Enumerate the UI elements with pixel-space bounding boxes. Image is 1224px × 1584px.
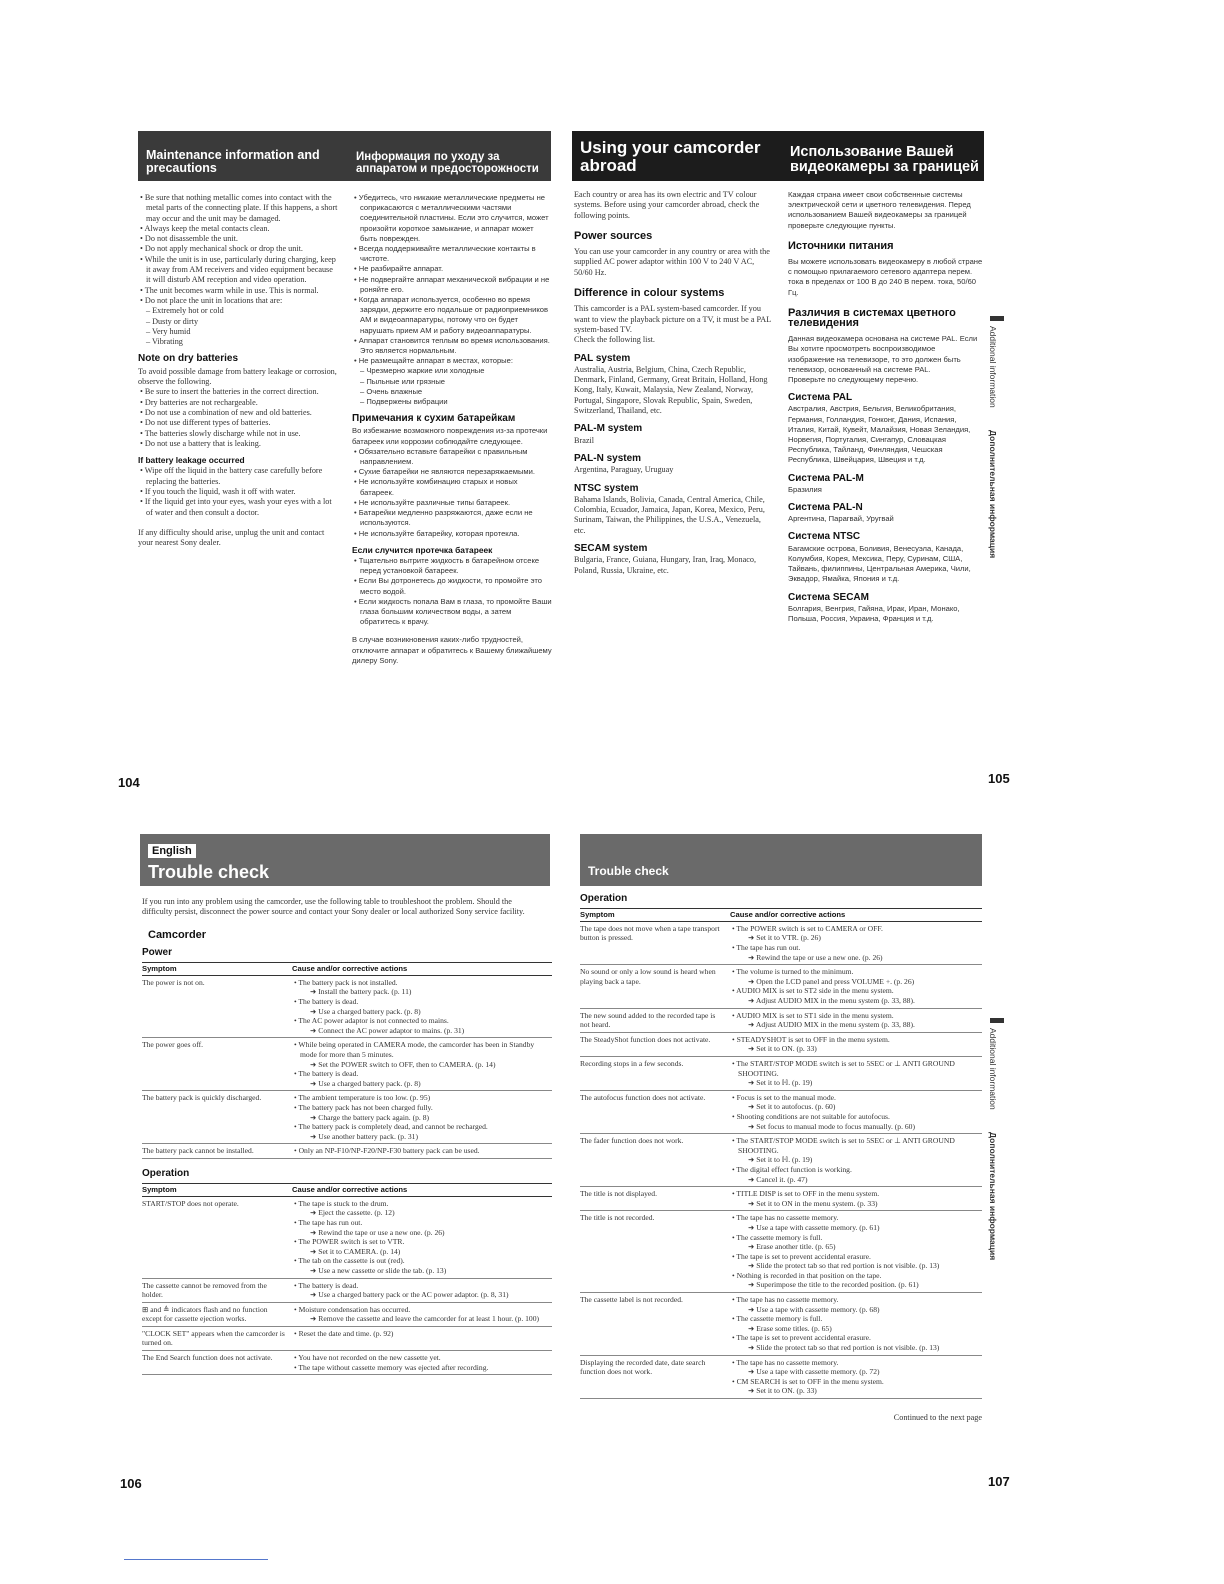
- cause-cell: [292, 1196, 552, 1278]
- table-row: [142, 1091, 552, 1144]
- table-row: [580, 1057, 982, 1091]
- cause-item: • The START/STOP MODE switch is set to 5SEC or ⊥ ANTI GROUND SHOOTING.: [730, 1136, 982, 1155]
- cause-item: • The tape is set to prevent accidental erasure.: [730, 1252, 982, 1262]
- p104-en-final: If any difficulty should arise, unplug the unit and contact your nearest Sony dealer.: [138, 527, 325, 548]
- colour-system-countries: Argentina, Paraguay, Uruguay: [574, 465, 674, 475]
- cause-cell: [730, 1134, 982, 1187]
- colour-system-name: PAL system: [574, 352, 631, 364]
- colour-system-countries: Brazil: [574, 435, 595, 445]
- page-number-104: 104: [118, 775, 140, 790]
- ru-leakage-heading: Если случится протечка батареек: [352, 544, 493, 555]
- p105-ru-column: [788, 190, 984, 624]
- banner-abroad-en: [572, 131, 782, 181]
- list-item: • Сухие батарейки не являются перезаряжаемыми.: [352, 467, 552, 477]
- list-item: • Always keep the metal contacts clean.: [138, 224, 338, 234]
- list-item: • Не используйте различные типы батареек.: [352, 498, 552, 508]
- colour-system-name: Система PAL: [788, 392, 853, 404]
- cause-item: • Focus is set to the manual mode.: [730, 1093, 982, 1103]
- table-row: [142, 975, 552, 1038]
- symptom-cell: The SteadyShot function does not activate.: [580, 1032, 730, 1056]
- cause-item: • Shooting conditions are not suitable for autofocus.: [730, 1112, 982, 1122]
- cause-item: • The tape has run out.: [730, 943, 982, 953]
- colour-system-countries: Аргентина, Парагвай, Уругвай: [788, 514, 894, 524]
- cause-item: • The digital effect function is working.: [730, 1165, 982, 1175]
- ru-power-sources-text: Вы можете использовать видеокамеру в любой стране с помощью прилагаемого сетевого адаптера перем. тока в пределах от 100 В до 240 В перем. тока, 50/60 Гц.: [788, 257, 983, 297]
- corrective-action: ➜ Adjust AUDIO MIX in the menu system (p. 33, 88).: [730, 996, 982, 1006]
- side-label-en: Additional information: [988, 1028, 998, 1110]
- corrective-action: ➜ Cancel it. (p. 47): [730, 1175, 982, 1185]
- corrective-action: ➜ Set focus to manual mode to focus manually. (p. 60): [730, 1122, 982, 1132]
- list-item: – Подвержены вибрации: [352, 397, 552, 407]
- list-item: • Убедитесь, что никакие металлические предметы не соприкасаются с металлическими частями соединительной пластины. Если это случится, может произойти короткое замыкание, и аппарат может быть поврежден.: [352, 193, 552, 244]
- list-item: • Be sure that nothing metallic comes into contact with the metal parts of the connecting plate. If this happens, a short may occur and the unit may be damaged.: [138, 193, 338, 224]
- list-item: • Аппарат становится теплым во время использования. Это является нормальным.: [352, 336, 552, 356]
- operation-table-107: [580, 908, 982, 1399]
- dry-batteries-intro: To avoid possible damage from battery leakage or corrosion, observe the following.: [138, 366, 337, 387]
- cause-item: • The battery is dead.: [292, 1069, 552, 1079]
- list-item: • Не используйте батарейку, которая протекла.: [352, 529, 552, 539]
- colour-system-name: SECAM system: [574, 543, 648, 555]
- corrective-action: ➜ Use a charged battery pack or the AC power adaptor. (p. 8, 31): [292, 1290, 552, 1300]
- ru-colour-systems-text: Данная видеокамера основана на системе PAL. Если Вы хотите просмотреть воспроизводимое изображение на телевизоре, то это должен быть телевизор, основанный на системе PAL.: [788, 334, 978, 374]
- cause-item: • The tab on the cassette is out (red).: [292, 1256, 552, 1266]
- colour-systems-heading: Difference in colour systems: [574, 287, 725, 300]
- side-label-ru: Дополнительная информация: [988, 430, 998, 559]
- symptom-cell: The fader function does not work.: [580, 1134, 730, 1187]
- cause-item: • CM SEARCH is set to OFF in the menu system.: [730, 1377, 982, 1387]
- corrective-action: ➜ Set it to ℍ. (p. 19): [730, 1155, 982, 1165]
- list-item: – Очень влажные: [352, 387, 552, 397]
- colour-systems-check: Check the following list.: [574, 335, 655, 345]
- corrective-action: ➜ Set it to autofocus. (p. 60): [730, 1102, 982, 1112]
- cause-item: • AUDIO MIX is set to ST1 side in the menu system.: [730, 1011, 982, 1021]
- symptom-header: Symptom: [142, 1184, 292, 1197]
- p107-content: [580, 892, 982, 1423]
- cause-cell: [292, 1278, 552, 1302]
- list-item: – Extremely hot or cold: [138, 306, 338, 316]
- cause-item: • You have not recorded on the new cassette yet.: [292, 1353, 552, 1363]
- corrective-action: ➜ Use another battery pack. (p. 31): [292, 1132, 552, 1142]
- p104-ru-final: В случае возникновения каких-либо трудностей, отключите аппарат и обратитесь к Вашему ближайшему дилеру Sony.: [352, 635, 552, 665]
- page-number-107: 107: [988, 1474, 1010, 1489]
- banner-maintenance-en-title: Maintenance information and precautions: [146, 147, 320, 175]
- section-tab-marker: [990, 1018, 1004, 1023]
- cause-item: • The START/STOP MODE switch is set to 5SEC or ⊥ ANTI GROUND SHOOTING.: [730, 1059, 982, 1078]
- cause-item: • The ambient temperature is too low. (p. 95): [292, 1093, 552, 1103]
- list-item: • Do not use a combination of new and old batteries.: [138, 408, 338, 418]
- cause-item: • The cassette memory is full.: [730, 1233, 982, 1243]
- power-sources-text: You can use your camcorder in any country or area with the supplied AC power adaptor within 100 V to 240 V AC, 50/60 Hz.: [574, 247, 770, 277]
- cause-item: • AUDIO MIX is set to ST2 side in the menu system.: [730, 986, 982, 996]
- table-row: [580, 1293, 982, 1356]
- cause-item: • The AC power adaptor is not connected to mains.: [292, 1016, 552, 1026]
- corrective-action: ➜ Slide the protect tab so that red portion is not visible. (p. 13): [730, 1261, 982, 1271]
- list-item: • Do not place the unit in locations that are:: [138, 296, 338, 306]
- cause-cell: [730, 1211, 982, 1293]
- ru-colour-systems-check: Проверьте по следующему перечню.: [788, 375, 919, 385]
- symptom-cell: No sound or only a low sound is heard when playing back a tape.: [580, 965, 730, 1008]
- cause-header: Cause and/or corrective actions: [292, 963, 552, 976]
- corrective-action: ➜ Rewind the tape or use a new one. (p. 26): [730, 953, 982, 963]
- corrective-action: ➜ Set it to CAMERA. (p. 14): [292, 1247, 552, 1257]
- cause-header: Cause and/or corrective actions: [292, 1184, 552, 1197]
- table-row: [580, 921, 982, 964]
- list-item: – Vibrating: [138, 337, 338, 347]
- symptom-cell: The title is not displayed.: [580, 1187, 730, 1211]
- power-table: [142, 962, 552, 1159]
- corrective-action: ➜ Use a charged battery pack. (p. 8): [292, 1007, 552, 1017]
- colour-system-name: Система PAL-N: [788, 502, 863, 514]
- side-label-en: Additional information: [988, 326, 998, 408]
- p104-ru-column: [352, 193, 552, 666]
- corrective-action: ➜ Install the battery pack. (p. 11): [292, 987, 552, 997]
- p104-en-dash-list: [138, 306, 338, 347]
- symptom-cell: Recording stops in a few seconds.: [580, 1057, 730, 1091]
- operation-heading-107: Operation: [580, 893, 628, 904]
- table-row: [142, 1144, 552, 1159]
- side-label-ru: Дополнительная информация: [988, 1132, 998, 1261]
- colour-system-name: PAL-M system: [574, 423, 643, 435]
- cause-item: • TITLE DISP is set to OFF in the menu system.: [730, 1189, 982, 1199]
- list-item: • Be sure to insert the batteries in the correct direction.: [138, 387, 338, 397]
- cause-cell: [292, 1302, 552, 1326]
- cause-item: • The tape without cassette memory was ejected after recording.: [292, 1363, 552, 1373]
- corrective-action: ➜ Set it to ℍ. (p. 19): [730, 1078, 982, 1088]
- continued-note: Continued to the next page: [893, 1413, 982, 1423]
- ru-abroad-intro: Каждая страна имеет свои собственные системы электрической сети и цветного телевидения. Перед использованием Вашей видеокамеры за границей проверьте следующие пункты.: [788, 190, 971, 230]
- colour-system-countries: Австралия, Австрия, Бельгия, Великобритания, Германия, Голландия, Гонконг, Дания, Испания, Италия, Китай, Кувейт, Малайзия, Новая Зеландия, Норвегия, Португалия, Сингапур, Словацкая Республика, Тайланд, Финляндия, Чешская Республика, Швейцария, Швеция и т.д.: [788, 404, 971, 465]
- cause-item: • The cassette memory is full.: [730, 1314, 982, 1324]
- symptom-cell: ⊞ and ≜ indicators flash and no function except for cassette ejection works.: [142, 1302, 292, 1326]
- cause-cell: [730, 921, 982, 964]
- ru-power-sources-heading: Источники питания: [788, 239, 894, 252]
- table-row: [142, 1278, 552, 1302]
- cause-item: • The tape is stuck to the drum.: [292, 1199, 552, 1209]
- corrective-action: ➜ Eject the cassette. (p. 12): [292, 1208, 552, 1218]
- page-number-105: 105: [988, 771, 1010, 786]
- operation-table-106: [142, 1183, 552, 1375]
- trouble-check-title-107: Trouble check: [588, 864, 669, 879]
- symptom-cell: "CLOCK SET" appears when the camcorder is turned on.: [142, 1326, 292, 1350]
- symptom-cell: The autofocus function does not activate.: [580, 1090, 730, 1133]
- symptom-cell: The battery pack is quickly discharged.: [142, 1091, 292, 1144]
- cause-item: • The tape has no cassette memory.: [730, 1358, 982, 1368]
- colour-system-name: PAL-N system: [574, 452, 642, 464]
- p104-en-column: [138, 193, 338, 549]
- cause-item: • The battery is dead.: [292, 997, 552, 1007]
- list-item: • Не разбирайте аппарат.: [352, 264, 552, 274]
- cause-item: • The POWER switch is set to VTR.: [292, 1237, 552, 1247]
- corrective-action: ➜ Set it to VTR. (p. 26): [730, 933, 982, 943]
- ru-dry-batteries-list: [352, 447, 552, 539]
- corrective-action: ➜ Use a tape with cassette memory. (p. 61): [730, 1223, 982, 1233]
- cause-item: • The tape has run out.: [292, 1218, 552, 1228]
- banner-abroad-ru-title: Использование Вашей видеокамеры за границей: [790, 143, 979, 175]
- symptom-cell: START/STOP does not operate.: [142, 1196, 292, 1278]
- cause-item: • Moisture condensation has occurred.: [292, 1305, 552, 1315]
- corrective-action: ➜ Set it to ON in the menu system. (p. 33): [730, 1199, 982, 1209]
- table-row: [142, 1351, 552, 1375]
- table-row: [142, 1302, 552, 1326]
- colour-system-countries: Bulgaria, France, Guiana, Hungary, Iran, Iraq, Monaco, Poland, Russia, Ukraine, etc.: [574, 555, 757, 575]
- symptom-cell: The battery pack cannot be installed.: [142, 1144, 292, 1159]
- corrective-action: ➜ Superimpose the title to the recorded position. (p. 61): [730, 1280, 982, 1290]
- list-item: • Do not apply mechanical shock or drop the unit.: [138, 244, 338, 254]
- banner-maintenance-ru: [348, 131, 551, 181]
- corrective-action: ➜ Remove the cassette and leave the camcorder for at least 1 hour. (p. 100): [292, 1314, 552, 1324]
- symptom-cell: The title is not recorded.: [580, 1211, 730, 1293]
- trouble-intro: If you run into any problem using the camcorder, use the following table to troubleshoot the problem. Should the difficulty persist, disconnect the power source and contact your Sony dealer or local authorized Sony service facility.: [142, 897, 525, 917]
- list-item: • Не подвергайте аппарат механической вибрации и не роняйте его.: [352, 275, 552, 295]
- colour-system-countries: Australia, Austria, Belgium, China, Czech Republic, Denmark, Finland, Germany, Great Britain, Holland, Hong Kong, Italy, Kuwait, Malaysia, New Zealand, Norway, Portugal, Singapore, Slovak Republic, Spain, Sweden, Switzerland, Thailand, etc.: [574, 364, 768, 416]
- cause-cell: [730, 1187, 982, 1211]
- banner-abroad-en-title: Using your camcorder abroad: [580, 138, 761, 176]
- list-item: – Very humid: [138, 327, 338, 337]
- table-row: [580, 1211, 982, 1293]
- list-item: • Не размещайте аппарат в местах, которые:: [352, 356, 552, 366]
- corrective-action: ➜ Erase some titles. (p. 65): [730, 1324, 982, 1334]
- banner-trouble-check-107: [580, 834, 982, 886]
- cause-item: • The tape has no cassette memory.: [730, 1295, 982, 1305]
- ru-colour-systems-list: [788, 393, 984, 624]
- symptom-cell: The End Search function does not activate.: [142, 1351, 292, 1375]
- power-heading: Power: [142, 946, 173, 958]
- list-item: • Батарейки медленно разряжаются, даже если не используются.: [352, 508, 552, 528]
- cause-item: • While being operated in CAMERA mode, the camcorder has been in Standby mode for more than 5 minutes.: [292, 1040, 552, 1059]
- ru-dry-batteries-heading: Примечания к сухим батарейкам: [352, 413, 516, 425]
- symptom-cell: The cassette label is not recorded.: [580, 1293, 730, 1356]
- table-row: [580, 1187, 982, 1211]
- cause-item: • The battery pack is not installed.: [292, 978, 552, 988]
- cause-cell: [292, 1038, 552, 1091]
- footer-rule: [124, 1559, 268, 1560]
- list-item: • Если Вы дотронетесь до жидкости, то промойте это место водой.: [352, 576, 552, 596]
- table-row: [142, 1326, 552, 1350]
- colour-system-countries: Bahama Islands, Bolivia, Canada, Central America, Chile, Colombia, Ecuador, Jamaica, Japan, Korea, Mexico, Peru, Surinam, Taiwan, the Philippines, the U.S.A., Venezuela, etc.: [574, 494, 765, 535]
- table-row: [580, 1008, 982, 1032]
- table-row: [580, 1090, 982, 1133]
- colour-system-countries: Бразилия: [788, 484, 822, 494]
- p104-ru-dash-list: [352, 366, 552, 407]
- list-item: • Не используйте комбинацию старых и новых батареек.: [352, 477, 552, 497]
- corrective-action: ➜ Use a charged battery pack. (p. 8): [292, 1079, 552, 1089]
- ru-colour-systems-heading: Различия в системах цветного телевидения: [788, 306, 956, 330]
- list-item: • Do not use a battery that is leaking.: [138, 439, 338, 449]
- cause-item: • The battery pack has not been charged fully.: [292, 1103, 552, 1113]
- dry-batteries-list: [138, 387, 338, 449]
- symptom-cell: The power is not on.: [142, 975, 292, 1038]
- colour-system-countries: Болгария, Венгрия, Гайяна, Ирак, Иран, Монако, Польша, Россия, Украина, Франция и т.д.: [788, 603, 960, 623]
- corrective-action: ➜ Open the LCD panel and press VOLUME +. (p. 26): [730, 977, 982, 987]
- corrective-action: ➜ Set the POWER switch to OFF, then to CAMERA. (p. 14): [292, 1060, 552, 1070]
- trouble-check-title-106: Trouble check: [148, 862, 270, 883]
- cause-item: • The battery pack is completely dead, and cannot be recharged.: [292, 1122, 552, 1132]
- symptom-cell: Displaying the recorded date, date search function does not work.: [580, 1355, 730, 1398]
- english-tag: English: [148, 844, 196, 858]
- list-item: • Тщательно вытрите жидкость в батарейном отсеке перед установкой батареек.: [352, 556, 552, 576]
- cause-header: Cause and/or corrective actions: [730, 909, 982, 922]
- leakage-heading: If battery leakage occurred: [138, 455, 245, 466]
- table-row: [580, 1355, 982, 1398]
- section-tab-marker: [990, 316, 1004, 321]
- corrective-action: ➜ Connect the AC power adaptor to mains. (p. 31): [292, 1026, 552, 1036]
- symptom-cell: The new sound added to the recorded tape is not heard.: [580, 1008, 730, 1032]
- corrective-action: ➜ Slide the protect tab so that red portion is not visible. (p. 13): [730, 1343, 982, 1353]
- table-row: [142, 1038, 552, 1091]
- colour-system-name: NTSC system: [574, 482, 639, 494]
- cause-item: • STEADYSHOT is set to OFF in the menu system.: [730, 1035, 982, 1045]
- page-number-106: 106: [120, 1476, 142, 1491]
- symptom-cell: The tape does not move when a tape transport button is pressed.: [580, 921, 730, 964]
- colour-system-name: Система SECAM: [788, 591, 869, 603]
- p104-en-list: [138, 193, 338, 306]
- colour-systems-list: [574, 354, 774, 576]
- list-item: • If the liquid get into your eyes, wash your eyes with a lot of water and then consult a doctor.: [138, 497, 338, 518]
- operation-heading-106: Operation: [142, 1167, 190, 1179]
- table-row: [580, 1134, 982, 1187]
- list-item: • Обязательно вставьте батарейки с правильным направлением.: [352, 447, 552, 467]
- corrective-action: ➜ Charge the battery pack again. (p. 8): [292, 1113, 552, 1123]
- list-item: • Wipe off the liquid in the battery case carefully before replacing the batteries.: [138, 466, 338, 487]
- colour-systems-text: This camcorder is a PAL system-based camcorder. If you want to view the playback picture on a TV, it must be a PAL system-based TV.: [574, 304, 771, 334]
- list-item: • The unit becomes warm while in use. This is normal.: [138, 286, 338, 296]
- cause-cell: [730, 1032, 982, 1056]
- cause-item: • The tape has no cassette memory.: [730, 1213, 982, 1223]
- cause-cell: [730, 1090, 982, 1133]
- list-item: • Всегда поддерживайте металлические контакты в чистоте.: [352, 244, 552, 264]
- list-item: • If you touch the liquid, wash it off with water.: [138, 487, 338, 497]
- abroad-intro: Each country or area has its own electric and TV colour systems. Before using your camcorder abroad, check the following points.: [574, 190, 760, 220]
- cause-cell: [292, 1091, 552, 1144]
- cause-cell: [730, 965, 982, 1008]
- banner-maintenance-ru-title: Информация по уходу за аппаратом и предосторожности: [356, 150, 539, 175]
- list-item: – Чрезмерно жаркие или холодные: [352, 366, 552, 376]
- cause-item: • The volume is turned to the minimum.: [730, 967, 982, 977]
- p105-en-column: [574, 190, 774, 576]
- corrective-action: ➜ Adjust AUDIO MIX in the menu system (p. 33, 88).: [730, 1020, 982, 1030]
- power-sources-heading: Power sources: [574, 229, 653, 242]
- corrective-action: ➜ Use a tape with cassette memory. (p. 68): [730, 1305, 982, 1315]
- symptom-header: Symptom: [142, 963, 292, 976]
- p104-ru-list: [352, 193, 552, 366]
- cause-cell: [292, 1351, 552, 1375]
- p106-content: [142, 897, 552, 1375]
- list-item: – Пыльные или грязные: [352, 377, 552, 387]
- corrective-action: ➜ Use a new cassette or slide the tab. (p. 13): [292, 1266, 552, 1276]
- symptom-header: Symptom: [580, 909, 730, 922]
- list-item: – Dusty or dirty: [138, 317, 338, 327]
- cause-item: • The battery is dead.: [292, 1281, 552, 1291]
- cause-cell: [730, 1355, 982, 1398]
- cause-cell: [292, 1144, 552, 1159]
- camcorder-heading: Camcorder: [148, 928, 207, 941]
- banner-abroad-ru: [782, 131, 984, 181]
- corrective-action: ➜ Use a tape with cassette memory. (p. 72): [730, 1367, 982, 1377]
- banner-maintenance-en: [138, 131, 348, 181]
- table-row: [580, 1032, 982, 1056]
- cause-item: • Reset the date and time. (p. 92): [292, 1329, 552, 1339]
- banner-trouble-check-106: [140, 834, 550, 886]
- table-row: [580, 965, 982, 1008]
- symptom-cell: The cassette cannot be removed from the holder.: [142, 1278, 292, 1302]
- corrective-action: ➜ Erase another title. (p. 65): [730, 1242, 982, 1252]
- table-row: [142, 1196, 552, 1278]
- ru-leakage-list: [352, 556, 552, 627]
- list-item: • The batteries slowly discharge while not in use.: [138, 429, 338, 439]
- cause-item: • Nothing is recorded in that position on the tape.: [730, 1271, 982, 1281]
- dry-batteries-heading: Note on dry batteries: [138, 353, 239, 365]
- colour-system-countries: Багамские острова, Боливия, Венесуэла, Канада, Колумбия, Корея, Мексика, Перу, Суринам, США, Тайвань, филиппины, Центральная Америка, Чили, Эквадор, Ямайка, Япония и т.д.: [788, 543, 971, 584]
- cause-item: • Only an NP-F10/NP-F20/NP-F30 battery pack can be used.: [292, 1146, 552, 1156]
- colour-system-name: Система NTSC: [788, 531, 861, 543]
- list-item: • Do not disassemble the unit.: [138, 234, 338, 244]
- corrective-action: ➜ Set it to ON. (p. 33): [730, 1044, 982, 1054]
- cause-cell: [730, 1008, 982, 1032]
- list-item: • Do not use different types of batteries.: [138, 418, 338, 428]
- list-item: • Dry batteries are not rechargeable.: [138, 398, 338, 408]
- cause-cell: [292, 975, 552, 1038]
- corrective-action: ➜ Set it to ON. (p. 33): [730, 1386, 982, 1396]
- cause-cell: [730, 1293, 982, 1356]
- cause-item: • The POWER switch is set to CAMERA or OFF.: [730, 924, 982, 934]
- colour-system-name: Система PAL-M: [788, 472, 864, 484]
- cause-cell: [292, 1326, 552, 1350]
- list-item: • Если жидкость попала Вам в глаза, то промойте Ваши глаза большим количеством воды, а затем обратитесь к врачу.: [352, 597, 552, 628]
- list-item: • While the unit is in use, particularly during charging, keep it away from AM receivers and video equipment because it will disturb AM reception and video operation.: [138, 255, 338, 286]
- list-item: • Когда аппарат используется, особенно во время зарядки, держите его подальше от радиоприемников АМ и видеоаппаратуры, потому что он будет нарушать прием АМ и работу видеоаппаратуры.: [352, 295, 552, 336]
- leakage-list: [138, 466, 338, 517]
- cause-cell: [730, 1057, 982, 1091]
- cause-item: • The tape is set to prevent accidental erasure.: [730, 1333, 982, 1343]
- corrective-action: ➜ Rewind the tape or use a new one. (p. 26): [292, 1228, 552, 1238]
- symptom-cell: The power goes off.: [142, 1038, 292, 1091]
- ru-dry-batteries-intro: Во избежание возможного повреждения из-за протечки батареек или коррозии соблюдайте следующее.: [352, 426, 548, 446]
